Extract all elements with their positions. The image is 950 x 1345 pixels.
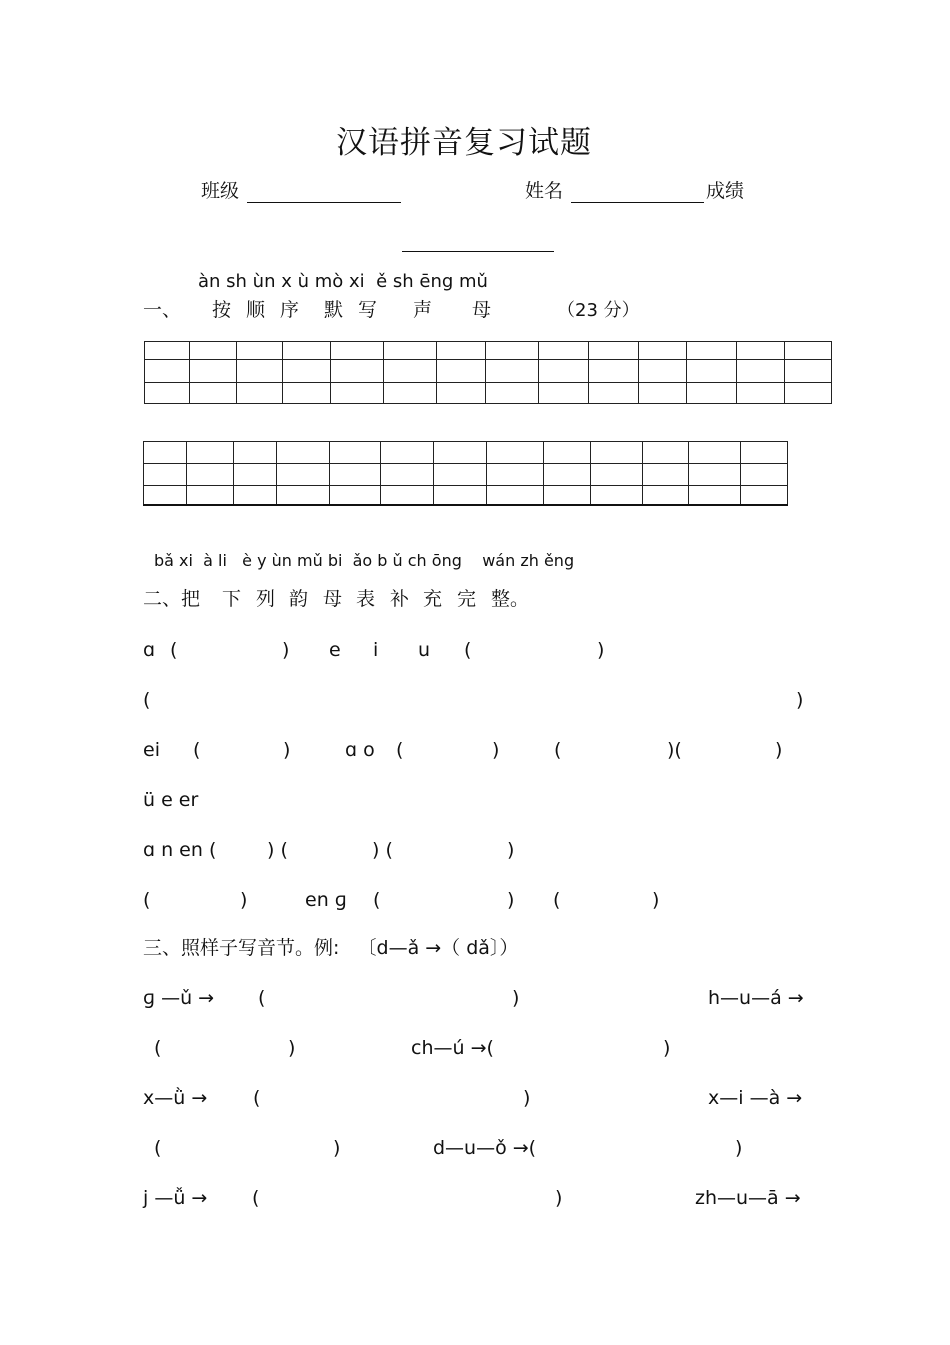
syllable-prompt: zh—u—ā → (695, 1187, 801, 1209)
open-paren: ( (252, 1187, 260, 1209)
section1-char: 母 (472, 299, 492, 321)
section1-pinyin: àn sh ùn x ù mò xi ě sh ēng mǔ (198, 271, 488, 292)
open-paren: ( (373, 889, 381, 911)
section2-heading-char: 充 (423, 588, 443, 610)
paren-pair: ) ( (372, 839, 393, 861)
section2-heading-char: 母 (323, 588, 343, 610)
close-paren: ) (652, 889, 660, 911)
page-title: 汉语拼音复习试题 (336, 125, 592, 161)
section1-char: 默 (324, 299, 344, 321)
section1-char: 序 (280, 299, 300, 321)
section2-heading-char: 列 (256, 588, 276, 610)
syllable-prompt: j —ǚ → (143, 1187, 208, 1209)
close-paren: ) (333, 1137, 341, 1159)
score-blank[interactable] (402, 251, 554, 252)
close-paren: ) (796, 689, 804, 711)
open-paren: ( (554, 739, 562, 761)
section1-char: 声 (413, 299, 433, 321)
section2-heading-char: 整。 (491, 588, 530, 610)
vowel-text: ei (143, 739, 160, 761)
close-paren: ) (597, 639, 605, 661)
open-paren: ( (154, 1037, 162, 1059)
syllable-prompt: x—ǜ → (143, 1087, 208, 1109)
close-paren: ) (288, 1037, 296, 1059)
section2-heading-char: 补 (390, 588, 410, 610)
open-paren: ( (143, 689, 151, 711)
name-label: 姓名 (525, 180, 564, 202)
paren-pair: )( (667, 739, 682, 761)
class-blank[interactable] (247, 202, 401, 203)
close-paren: ) (663, 1037, 671, 1059)
grid-2-bottom-rule (143, 504, 788, 506)
vowel-text: i (373, 639, 379, 661)
vowel-text: e (329, 639, 341, 661)
section1-char: 按 (212, 299, 232, 321)
close-paren: ) (492, 739, 500, 761)
section2-pinyin: bǎ xi à li è y ùn mǔ bi ǎo b ǔ ch ōng wán zh ěng (154, 551, 575, 570)
writing-grid-1[interactable] (144, 341, 832, 404)
paren-pair: ) ( (267, 839, 288, 861)
section2-heading-char: 表 (356, 588, 376, 610)
syllable-prompt: d—u—ǒ →( (433, 1137, 537, 1159)
close-paren: ) (282, 639, 290, 661)
section1-char: 写 (358, 299, 378, 321)
close-paren: ) (283, 739, 291, 761)
open-paren: ( (464, 639, 472, 661)
score-label: 成绩 (706, 180, 745, 202)
vowel-text: ɑ o (345, 739, 375, 761)
vowel-text: u (418, 639, 431, 661)
section2-heading-char: 完 (457, 588, 477, 610)
close-paren: ) (775, 739, 783, 761)
vowel-text: en ɡ (305, 889, 347, 911)
close-paren: ) (523, 1087, 531, 1109)
open-paren: ( (143, 889, 151, 911)
open-paren: ( (154, 1137, 162, 1159)
section1-number: 一、 (143, 299, 182, 321)
class-label: 班级 (201, 180, 240, 202)
open-paren: ( (253, 1087, 261, 1109)
close-paren: ) (507, 889, 515, 911)
section1-char: 顺 (246, 299, 266, 321)
section1-points: （23 分） (557, 300, 640, 321)
section3-heading: 三、照样子写音节。例: 〔d—ǎ →（ dǎ〕） (143, 937, 519, 959)
section2-heading-char: 韵 (289, 588, 309, 610)
syllable-prompt: h—u—á → (708, 987, 804, 1009)
syllable-prompt: ɡ —ǔ → (143, 987, 215, 1009)
name-blank[interactable] (571, 202, 704, 203)
open-paren: ( (193, 739, 201, 761)
open-paren: ( (258, 987, 266, 1009)
close-paren: ) (512, 987, 520, 1009)
close-paren: ) (735, 1137, 743, 1159)
section2-heading-char: 下 (222, 588, 242, 610)
open-paren: ( (170, 639, 178, 661)
syllable-prompt: x—i —à → (708, 1087, 803, 1109)
syllable-prompt: ch—ú →( (411, 1037, 494, 1059)
close-paren: ) (507, 839, 515, 861)
vowel-text: ü e er (143, 789, 199, 811)
vowel-text: ɑ (143, 639, 156, 661)
close-paren: ) (555, 1187, 563, 1209)
writing-grid-2[interactable] (143, 441, 788, 505)
section2-heading-char: 二、把 (143, 588, 201, 610)
vowel-text: ɑ n en ( (143, 839, 217, 861)
close-paren: ) (240, 889, 248, 911)
open-paren: ( (396, 739, 404, 761)
open-paren: ( (553, 889, 561, 911)
